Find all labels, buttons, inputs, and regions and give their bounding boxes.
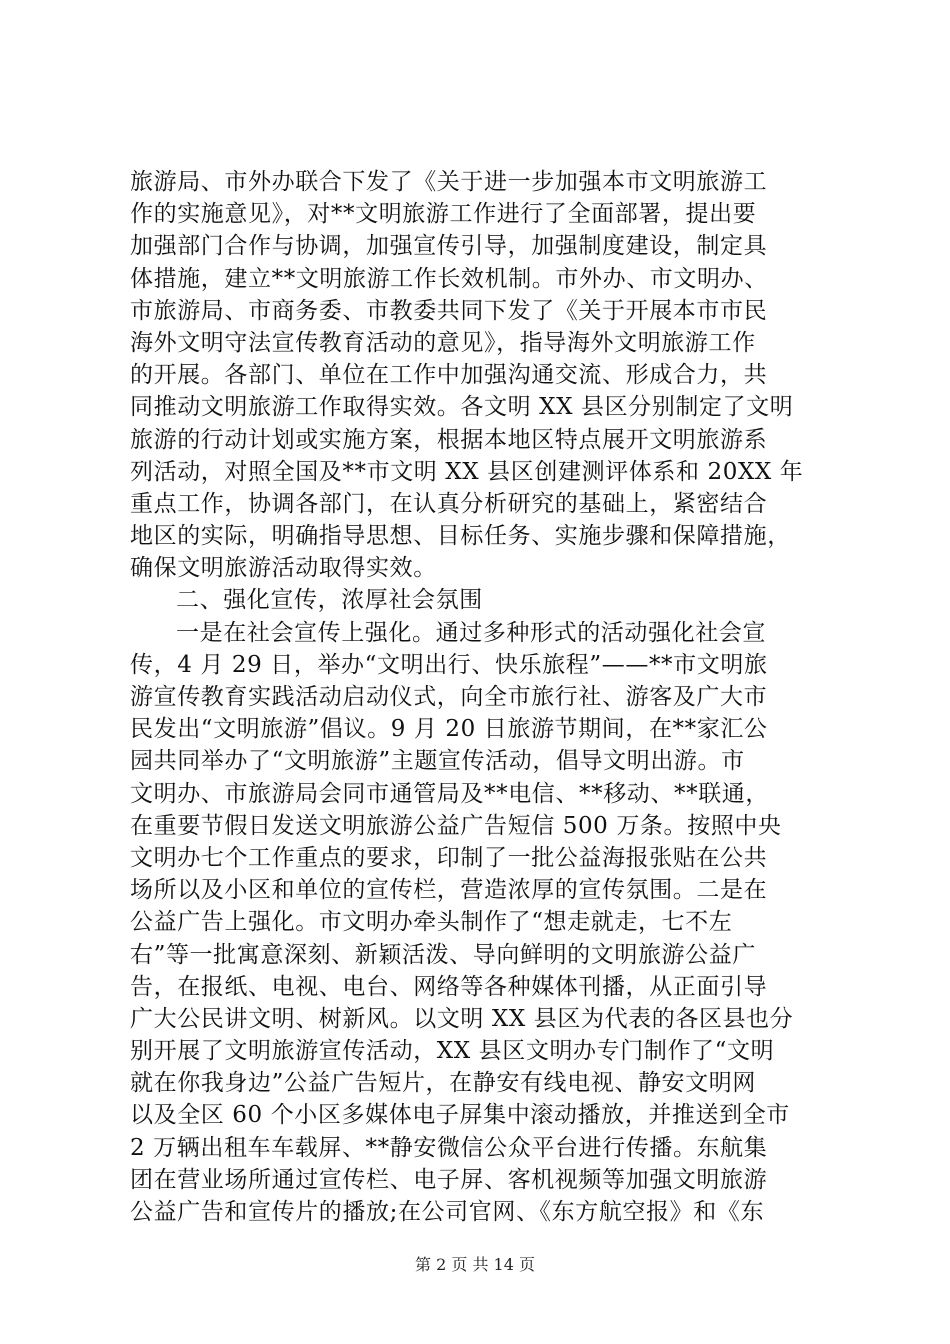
text-line: 市旅游局、市商务委、市教委共同下发了《关于开展本市市民: [130, 297, 768, 324]
text-line: 团在营业场所通过宣传栏、电子屏、客机视频等加强文明旅游: [130, 1166, 768, 1193]
text-line: 确保文明旅游活动取得实效。: [130, 555, 437, 582]
text-line: 游宣传教育实践活动启动仪式，向全市旅行社、游客及广大市: [130, 684, 768, 710]
text-line: 地区的实际，明确指导思想、目标任务、实施步骤和保障措施，: [130, 523, 791, 550]
text-line: 2 万辆出租车车载屏、**静安微信公众平台进行传播。东航集: [130, 1134, 768, 1161]
paragraph: [130, 166, 840, 584]
text-line: 文明办七个工作重点的要求，印制了一批公益海报张贴在公共: [130, 844, 768, 871]
text-line: 别开展了文明旅游宣传活动，XX 县区文明办专门制作了“文明: [130, 1038, 775, 1065]
text-line: 民发出“文明旅游”倡议。9 月 20 日旅游节期间，在**家汇公: [130, 716, 768, 743]
page-number-footer: 第 2 页 共 14 页: [415, 1255, 535, 1274]
text-line: 就在你我身边”公益广告短片，在静安有线电视、静安文明网: [130, 1070, 756, 1097]
text-line: 旅游的行动计划或实施方案，根据本地区特点展开文明旅游系: [130, 426, 768, 453]
body-text: [130, 166, 840, 1228]
text-line: 列活动，对照全国及**市文明 XX 县区创建测评体系和 20XX 年: [130, 458, 804, 485]
text-line: 文明办、市旅游局会同市通管局及**电信、**移动、**联通，: [130, 780, 769, 807]
text-line: 右”等一批寓意深刻、新颖活泼、导向鲜明的文明旅游公益广: [130, 941, 756, 968]
text-line: 的开展。各部门、单位在工作中加强沟通交流、形成合力，共: [130, 362, 768, 389]
text-line: 海外文明守法宣传教育活动的意见》，指导海外文明旅游工作: [130, 329, 756, 356]
text-line: 加强部门合作与协调，加强宣传引导，加强制度建设，制定具: [130, 233, 768, 260]
text-line: 传，4 月 29 日，举办“文明出行、快乐旅程”——**市文明旅: [130, 651, 768, 678]
text-line: 旅游局、市外办联合下发了《关于进一步加强本市文明旅游工: [130, 169, 768, 195]
text-line: 告，在报纸、电视、电台、网络等各种媒体刊播，从正面引导: [130, 973, 768, 1000]
text-line: 在重要节假日发送文明旅游公益广告短信 500 万条。按照中央: [130, 812, 782, 839]
paragraph: [130, 617, 840, 1229]
text-line: 体措施，建立**文明旅游工作长效机制。市外办、市文明办、: [130, 265, 768, 292]
section-heading: 二、强化宣传，浓厚社会氛围: [176, 587, 483, 614]
text-line: 场所以及小区和单位的宣传栏，营造浓厚的宣传氛围。二是在: [130, 877, 768, 904]
text-line: 广大公民讲文明、树新风。以文明 XX 县区为代表的各区县也分: [130, 1005, 794, 1032]
text-line: 公益广告和宣传片的播放;在公司官网、《东方航空报》和《东: [130, 1199, 765, 1225]
text-line: 园共同举办了“文明旅游”主题宣传活动，倡导文明出游。市: [130, 748, 745, 775]
text-line: 重点工作，协调各部门，在认真分析研究的基础上，紧密结合: [130, 490, 768, 517]
text-line: 公益广告上强化。市文明办牵头制作了“想走就走，七不左: [130, 909, 733, 936]
text-line: 作的实施意见》，对**文明旅游工作进行了全面部署，提出要: [130, 201, 757, 228]
text-line: 以及全区 60 个小区多媒体电子屏集中滚动播放，并推送到全市: [130, 1102, 790, 1129]
text-line: 一是在社会宣传上强化。通过多种形式的活动强化社会宣: [176, 619, 766, 646]
text-line: 同推动文明旅游工作取得实效。各文明 XX 县区分别制定了文明: [130, 394, 794, 421]
